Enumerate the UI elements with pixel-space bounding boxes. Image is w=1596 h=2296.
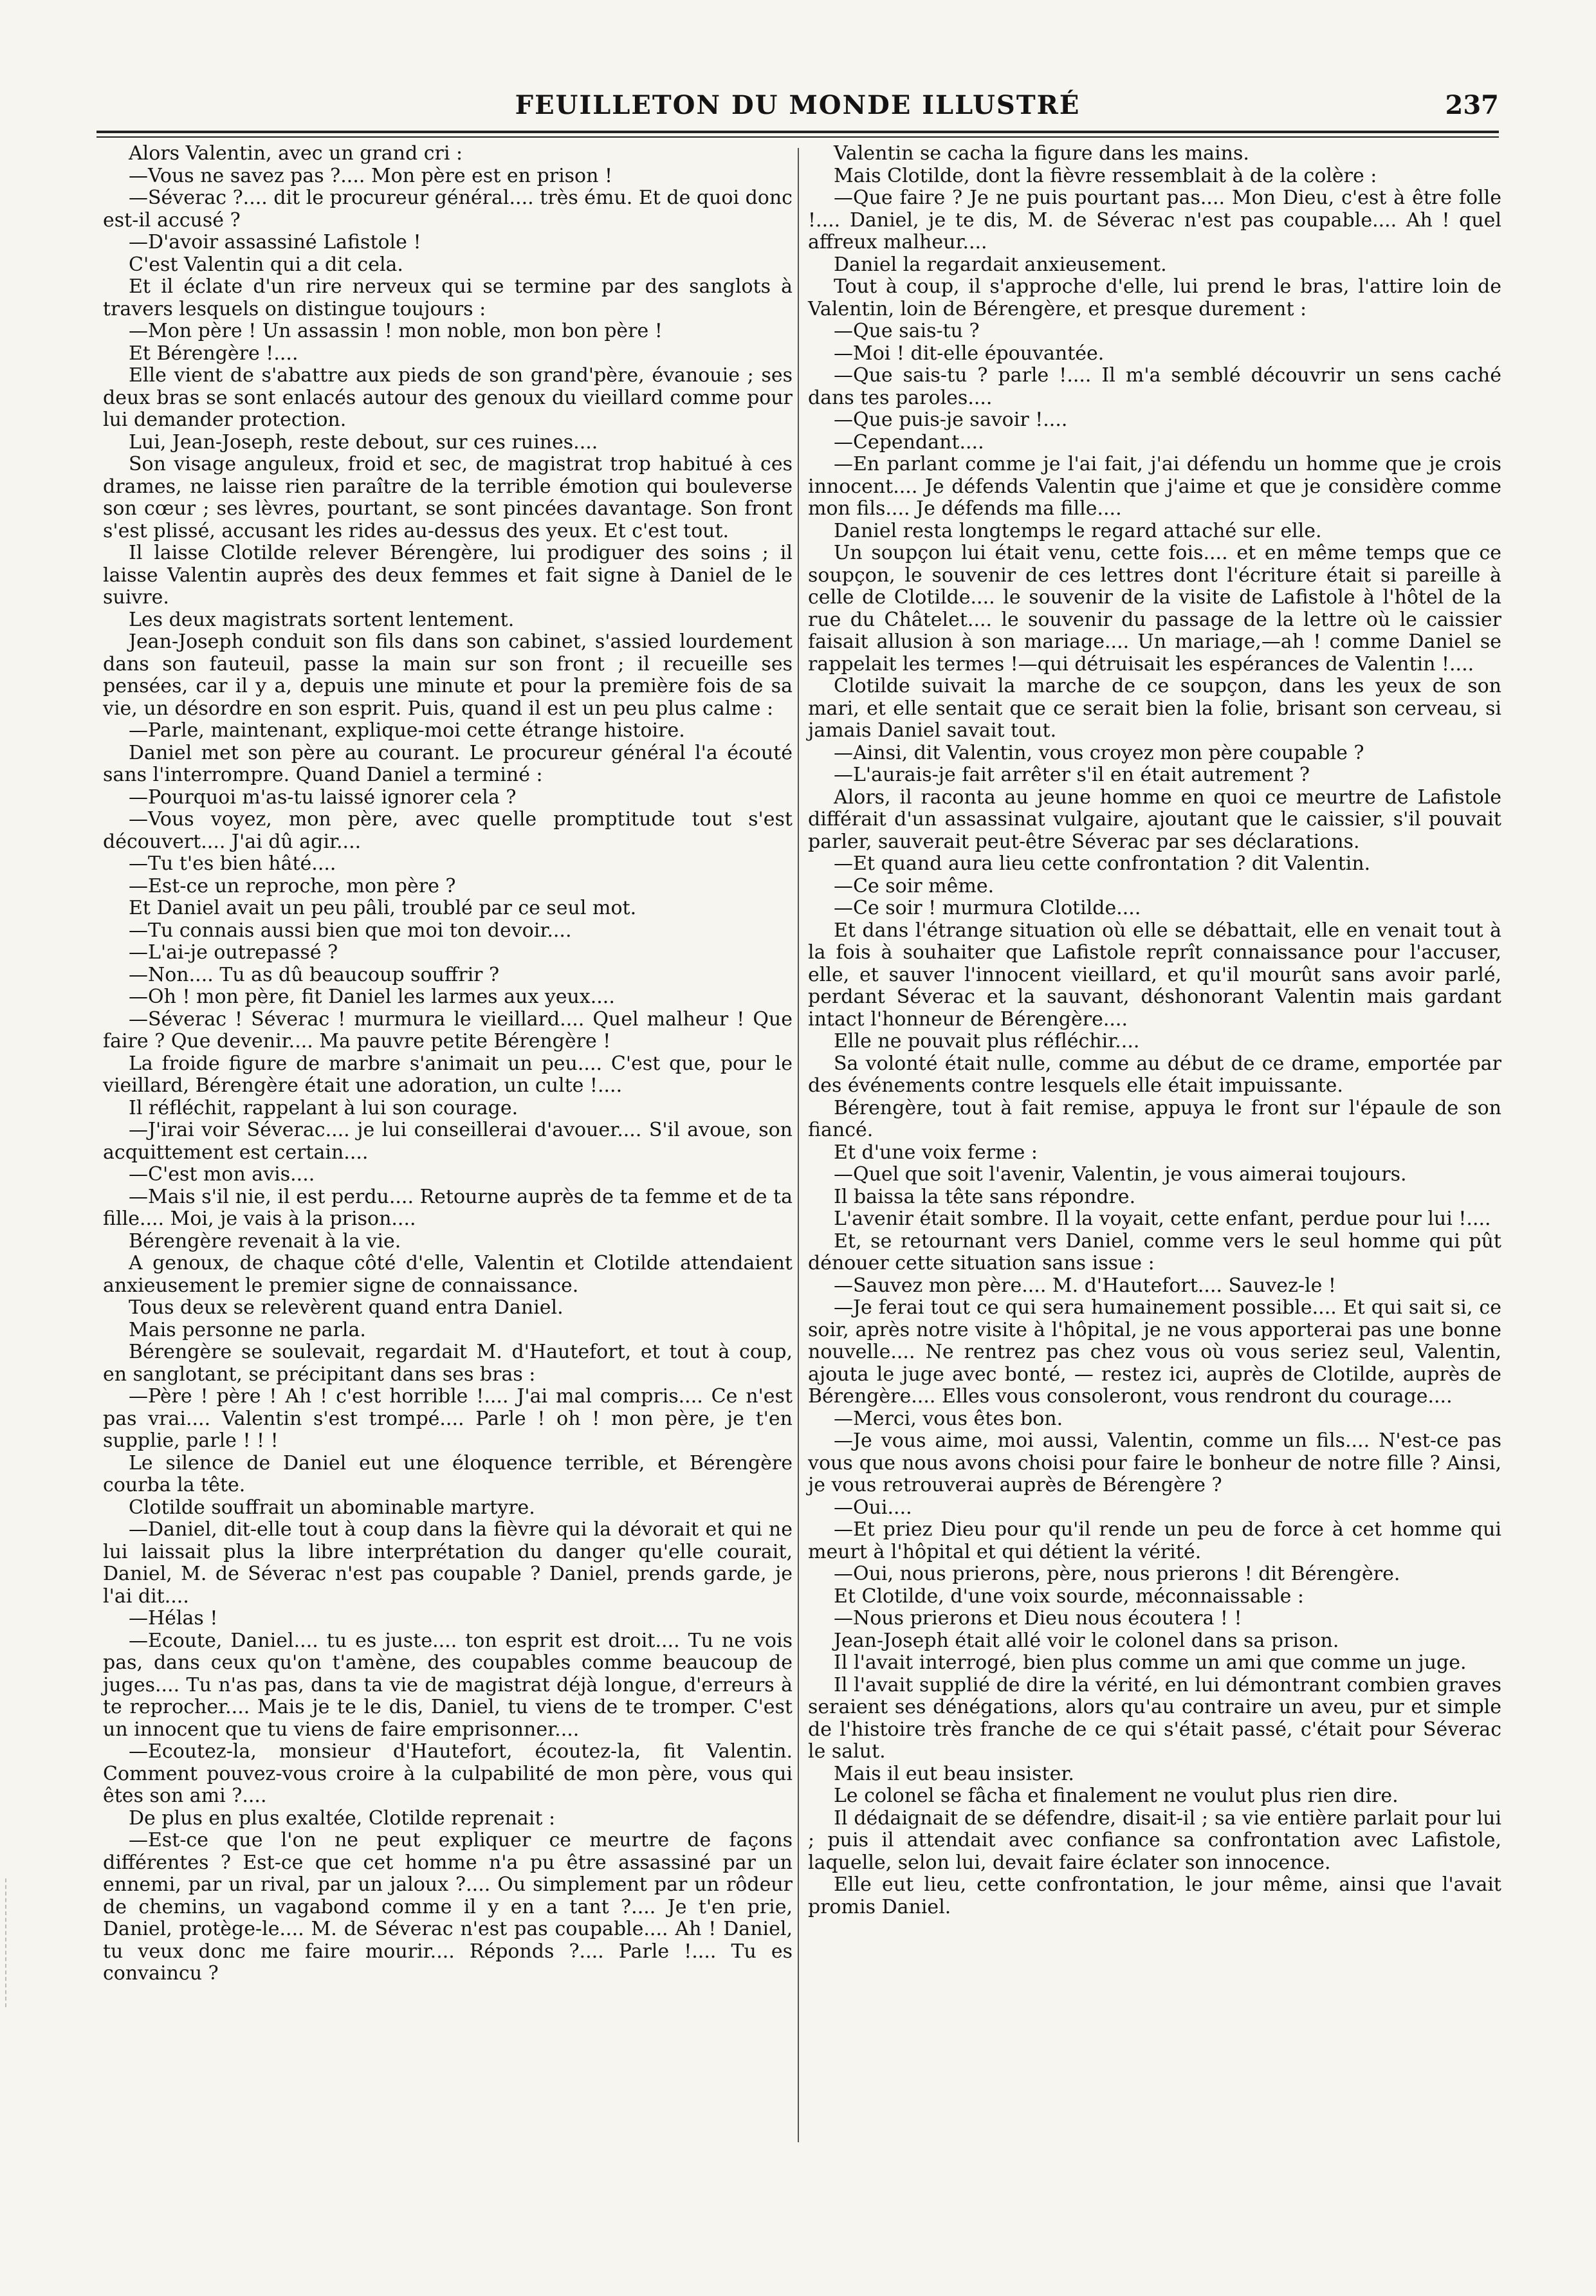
paragraph: Jean-Joseph conduit son fils dans son cabinet, s'assied lourdement dans son fauteuil, passe la main sur son front ; il recueille ses pensées, car il y a, depuis une minute et pour la première fois de sa vie, un désordre en son esprit. Puis, quand il est un peu plus calme : [103, 630, 793, 720]
paragraph: —Pourquoi m'as-tu laissé ignorer cela ? [129, 785, 517, 809]
paragraph: Jean-Joseph était allé voir le colonel dans sa prison. [834, 1629, 1339, 1652]
paragraph: —C'est mon avis.... [129, 1163, 315, 1186]
page-edge-mark [5, 1878, 15, 2007]
column-divider [798, 148, 799, 2142]
paragraph: —Vous voyez, mon père, avec quelle promptitude tout s'est découvert.... J'ai dû agir.... [103, 808, 793, 853]
paragraph: —Parle, maintenant, explique-moi cette étrange histoire. [129, 719, 685, 742]
paragraph: —Je ferai tout ce qui sera humainement possible.... Et qui sait si, ce soir, après notre visite à l'hôpital, je ne vous apporterai pas une bonne nouvelle.... Ne rentrez pas chez vous où vous seriez seul, Valentin, ajouta le juge avec bonté, — restez ici, auprès de Clotilde, auprès de Bérengère.... Elles vous consoleront, vous rendront du courage.... [808, 1296, 1501, 1408]
page-number: 237 [1445, 90, 1499, 120]
paragraph: Sa volonté était nulle, comme au début de ce drame, emportée par des événements contre lesquels elle était impuissante. [808, 1052, 1501, 1097]
paragraph: —Séverac ! Séverac ! murmura le vieillard.... Quel malheur ! Que faire ? Que devenir.... Ma pauvre petite Bérengère ! [103, 1007, 793, 1052]
paragraph: Lui, Jean-Joseph, reste debout, sur ces ruines.... [129, 430, 598, 454]
paragraph: —Cependant.... [834, 430, 984, 454]
paragraph: Clotilde suivait la marche de ce soupçon, dans les yeux de son mari, et elle sentait que ce serait bien la folie, brisant son cerveau, si jamais Daniel savait tout. [808, 675, 1501, 742]
paragraph: —L'ai-je outrepassé ? [129, 941, 338, 964]
paragraph: Il réfléchit, rappelant à lui son courage. [129, 1096, 518, 1119]
paragraph: —L'aurais-je fait arrêter s'il en était autrement ? [834, 764, 1310, 786]
paragraph: Il l'avait interrogé, bien plus comme un ami que comme un juge. [834, 1651, 1467, 1674]
paragraph: —Merci, vous êtes bon. [834, 1407, 1063, 1430]
paragraph: —Ecoutez-la, monsieur d'Hautefort, écoutez-la, fit Valentin. Comment pouvez-vous croire à la culpabilité de mon père, vous qui êtes son ami ?.... [103, 1740, 793, 1807]
paragraph: —Nous prierons et Dieu nous écoutera ! ! [834, 1607, 1242, 1630]
paragraph: L'avenir était sombre. Il la voyait, cette enfant, perdue pour lui !.... [834, 1208, 1491, 1230]
paragraph: —D'avoir assassiné Lafistole ! [129, 231, 421, 253]
paragraph: —Mais s'il nie, il est perdu.... Retourne auprès de ta femme et de ta fille.... Moi, je vais à la prison.... [103, 1185, 793, 1230]
paragraph: —Est-ce que l'on ne peut expliquer ce meurtre de façons différentes ? Est-ce que cet homme n'a pu être assassiné par un ennemi, par un rival, par un jaloux ?.... Ou simplement par un rôdeur de chemins, un vagabond comme il y en a tant ?.... Je t'en prie, Daniel, protège-le.... M. de Séverac n'est pas coupable.... Ah ! Daniel, tu veux donc me faire mourir.... Réponds ?.... Parle !.... Tu es convaincu ? [103, 1829, 793, 1985]
paragraph: —Que puis-je savoir !.... [834, 409, 1068, 431]
paragraph: —J'irai voir Séverac.... je lui conseillerai d'avouer.... S'il avoue, son acquittement est certain.... [103, 1119, 793, 1164]
paragraph: —Hélas ! [129, 1607, 218, 1630]
paragraph: —Oh ! mon père, fit Daniel les larmes aux yeux.... [129, 986, 615, 1008]
paragraph: —Que sais-tu ? [834, 320, 980, 342]
header-rule-thin [96, 136, 1499, 138]
paragraph: —Tu connais aussi bien que moi ton devoir.... [129, 919, 572, 942]
paragraph: Le silence de Daniel eut une éloquence terrible, et Bérengère courba la tête. [103, 1451, 793, 1496]
paragraph: —Quel que soit l'avenir, Valentin, je vous aimerai toujours. [834, 1163, 1407, 1186]
paragraph: —Que sais-tu ? parle !.... Il m'a semblé découvrir un sens caché dans tes paroles.... [808, 364, 1501, 409]
paragraph: Et Clotilde, d'une voix sourde, méconnaissable : [834, 1584, 1305, 1608]
paragraph: A genoux, de chaque côté d'elle, Valentin et Clotilde attendaient anxieusement le premier signe de connaissance. [103, 1252, 793, 1297]
paragraph: Bérengère, tout à fait remise, appuya le front sur l'épaule de son fiancé. [808, 1096, 1501, 1141]
right-column [808, 143, 1501, 1918]
paragraph: Daniel resta longtemps le regard attaché sur elle. [834, 519, 1322, 542]
paragraph: Il dédaignait de se défendre, disait-il ; sa vie entière parlait pour lui ; puis il attendait avec confiance sa confrontation avec Lafistole, laquelle, selon lui, devait faire éclater son innocence. [808, 1806, 1501, 1874]
paragraph: Et dans l'étrange situation où elle se débattait, elle en venait tout à la fois à souhaiter que Lafistole reprît connaissance pour l'accuser, elle, et sauver l'innocent vieillard, et qu'il mourût sans avoir parlé, perdant Séverac et la sauvant, déshonorant Valentin mais gardant intact l'honneur de Bérengère.... [808, 919, 1501, 1031]
paragraph: Alors Valentin, avec un grand cri : [129, 142, 463, 165]
paragraph: —Tu t'es bien hâté.... [129, 852, 336, 875]
paragraph: Elle vient de s'abattre aux pieds de son grand'père, évanouie ; ses deux bras se sont enlacés autour des genoux du vieillard comme pour lui demander protection. [103, 364, 793, 431]
paragraph: —Non.... Tu as dû beaucoup souffrir ? [129, 963, 500, 986]
paragraph: —Mon père ! Un assassin ! mon noble, mon bon père ! [129, 320, 663, 342]
paragraph: Un soupçon lui était venu, cette fois.... et en même temps que ce soupçon, le souvenir de ces lettres dont l'écriture était si pareille à celle de Clotilde.... le souvenir de la visite de Lafistole à l'hôtel de la rue du Châtelet.... le souvenir du passage de la lettre où le caissier faisait allusion à son mariage.... Un mariage,—ah ! comme Daniel se rappelait les termes !—qui détruisait les espérances de Valentin !.... [808, 542, 1501, 675]
paragraph: Son visage anguleux, froid et sec, de magistrat trop habitué à ces drames, ne laisse rien paraître de la terrible émotion qui bouleverse son cœur ; ses lèvres, pourtant, se sont pincées davantage. Son front s'est plissé, accusant les rides au-dessus des yeux. Et c'est tout. [103, 453, 793, 542]
paragraph: —Et quand aura lieu cette confrontation ? dit Valentin. [834, 852, 1371, 875]
left-column [103, 143, 793, 1985]
paragraph: Le colonel se fâcha et finalement ne voulut plus rien dire. [834, 1785, 1399, 1807]
paragraph: —Sauvez mon père.... M. d'Hautefort.... Sauvez-le ! [834, 1274, 1336, 1297]
paragraph: Valentin se cacha la figure dans les mains. [834, 142, 1249, 165]
paragraph: Et Bérengère !.... [129, 342, 298, 365]
paragraph: La froide figure de marbre s'animait un peu.... C'est que, pour le vieillard, Bérengère était une adoration, un culte !.... [103, 1052, 793, 1097]
paragraph: —Daniel, dit-elle tout à coup dans la fièvre qui la dévorait et qui ne lui laissait plus la libre interprétation du danger qu'elle courait, Daniel, M. de Séverac n'est pas coupable ? Daniel, prends garde, je l'ai dit.... [103, 1518, 793, 1608]
paragraph: Il laisse Clotilde relever Bérengère, lui prodiguer des soins ; il laisse Valentin auprès des deux femmes et fait signe à Daniel de le suivre. [103, 542, 793, 609]
paragraph: Tous deux se relevèrent quand entra Daniel. [129, 1296, 564, 1319]
paragraph: —Et priez Dieu pour qu'il rende un peu de force à cet homme qui meurt à l'hôpital et qui détient la vérité. [808, 1518, 1501, 1563]
paragraph: —Est-ce un reproche, mon père ? [129, 874, 456, 897]
paragraph: Daniel la regardait anxieusement. [834, 253, 1167, 276]
paragraph: Clotilde souffrait un abominable martyre. [129, 1496, 535, 1519]
paragraph: Il l'avait supplié de dire la vérité, en lui démontrant combien graves seraient ses dénégations, alors qu'au contraire un aveu, pur et simple de l'histoire très franche de ce qui s'était passé, c'était pour Séverac le salut. [808, 1673, 1501, 1763]
paragraph: —Père ! père ! Ah ! c'est horrible !.... J'ai mal compris.... Ce n'est pas vrai.... Valentin s'est trompé.... Parle ! oh ! mon père, je t'en supplie, parle ! ! ! [103, 1385, 793, 1452]
paragraph: —En parlant comme je l'ai fait, j'ai défendu un homme que je crois innocent.... Je défends Valentin que j'aime et que je considère comme mon fils.... Je défends ma fille.... [808, 453, 1501, 520]
paragraph: Mais il eut beau insister. [834, 1762, 1074, 1785]
paragraph: Mais Clotilde, dont la fièvre ressemblait à de la colère : [834, 164, 1377, 187]
paragraph: Alors, il raconta au jeune homme en quoi ce meurtre de Lafistole différait d'un assassinat vulgaire, ajoutant que le caissier, s'il pouvait parler, sauverait peut-être Séverac par ses déclarations. [808, 785, 1501, 853]
paragraph: —Oui.... [834, 1496, 912, 1519]
paragraph: —Ainsi, dit Valentin, vous croyez mon père coupable ? [834, 741, 1364, 764]
paragraph: Et Daniel avait un peu pâli, troublé par ce seul mot. [129, 897, 637, 919]
paragraph: Elle eut lieu, cette confrontation, le jour même, ainsi que l'avait promis Daniel. [808, 1873, 1501, 1918]
paragraph: Tout à coup, il s'approche d'elle, lui prend le bras, l'attire loin de Valentin, loin de Bérengère, et presque durement : [808, 275, 1501, 320]
paragraph: —Ecoute, Daniel.... tu es juste.... ton esprit est droit.... Tu ne vois pas, dans ceux qu'on t'amène, des coupables comme beaucoup de juges.... Tu n'as pas, dans ta vie de magistrat déjà longue, d'erreurs à te reprocher.... Mais je te le dis, Daniel, tu viens de te tromper. C'est un innocent que tu viens de faire emprisonner.... [103, 1629, 793, 1741]
paragraph: —Que faire ? Je ne puis pourtant pas.... Mon Dieu, c'est à être folle !.... Daniel, je te dis, M. de Séverac n'est pas coupable.... Ah ! quel affreux malheur.... [808, 187, 1501, 253]
paragraph: Les deux magistrats sortent lentement. [129, 608, 515, 631]
paragraph: Bérengère se soulevait, regardait M. d'Hautefort, et tout à coup, en sanglotant, se précipitant dans ses bras : [103, 1341, 793, 1386]
paragraph: Elle ne pouvait plus réfléchir.... [834, 1030, 1140, 1052]
paragraph: —Je vous aime, moi aussi, Valentin, comme un fils.... N'est-ce pas vous que nous avons choisi pour faire le bonheur de notre fille ? Ainsi, je vous retrouverai auprès de Bérengère ? [808, 1429, 1501, 1496]
paragraph: —Séverac ?.... dit le procureur général.... très ému. Et de quoi donc est-il accusé ? [103, 187, 793, 232]
paragraph: Bérengère revenait à la vie. [129, 1229, 401, 1253]
paragraph: De plus en plus exaltée, Clotilde reprenait : [129, 1806, 556, 1830]
paragraph: C'est Valentin qui a dit cela. [129, 253, 403, 276]
header-rule-thick [96, 131, 1499, 133]
paragraph: —Ce soir même. [834, 874, 995, 897]
paragraph: Et d'une voix ferme : [834, 1141, 1038, 1164]
paragraph: Et il éclate d'un rire nerveux qui se termine par des sanglots à travers lesquels on distingue toujours : [103, 275, 793, 320]
page-header [96, 90, 1499, 129]
paragraph: —Oui, nous prierons, père, nous prierons ! dit Bérengère. [834, 1563, 1400, 1585]
running-title: FEUILLETON DU MONDE ILLUSTRÉ [515, 90, 1081, 120]
paragraph: Il baissa la tête sans répondre. [834, 1185, 1136, 1208]
paragraph: —Moi ! dit-elle épouvantée. [834, 342, 1105, 365]
paragraph: —Ce soir ! murmura Clotilde.... [834, 897, 1141, 919]
paragraph: —Vous ne savez pas ?.... Mon père est en prison ! [129, 164, 613, 187]
paragraph: Mais personne ne parla. [129, 1318, 366, 1341]
paragraph: Daniel met son père au courant. Le procureur général l'a écouté sans l'interrompre. Quand Daniel a terminé : [103, 741, 793, 786]
paragraph: Et, se retournant vers Daniel, comme vers le seul homme qui pût dénouer cette situation sans issue : [808, 1229, 1501, 1274]
